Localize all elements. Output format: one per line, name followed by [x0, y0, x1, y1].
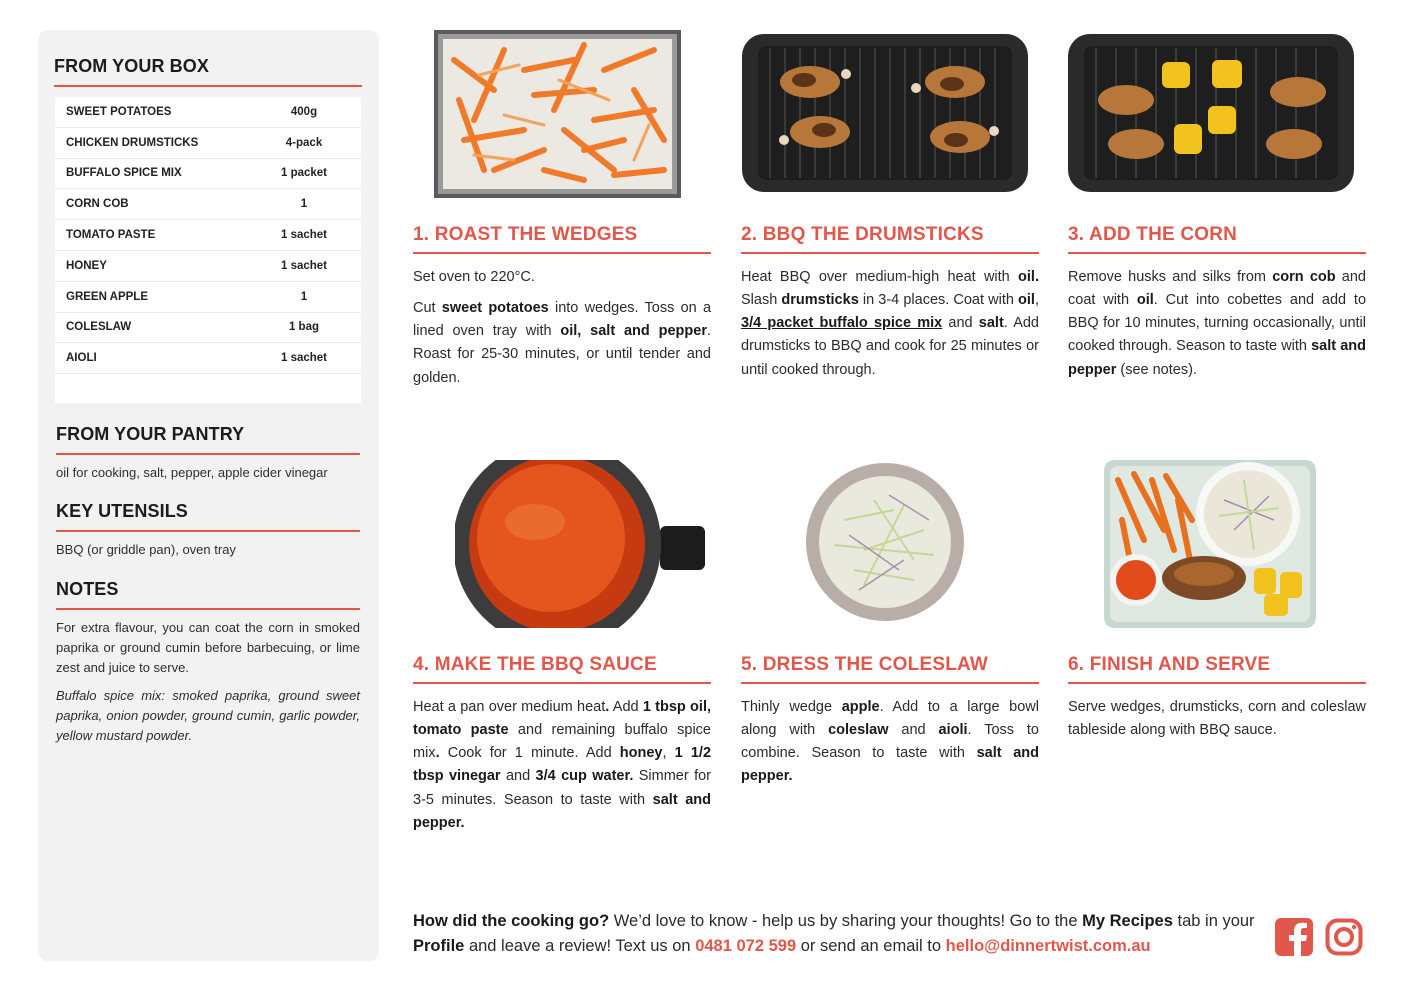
step-1-text: Set oven to 220°C.	[413, 268, 535, 285]
step-4-title: 4. MAKE THE BBQ SAUCE	[413, 654, 657, 675]
divider	[741, 252, 1039, 254]
step-6-text: Serve wedges, drumsticks, corn and coleslaw tableside along with BBQ sauce.	[1068, 698, 1366, 738]
contact-link[interactable]: 0481 072 599	[695, 937, 797, 955]
ingredients-table	[55, 97, 361, 403]
ingredient-quantity: 4-pack	[285, 136, 323, 149]
step-5	[741, 654, 1039, 789]
step-6	[1068, 654, 1366, 742]
coleslaw-bowl-photo	[804, 460, 966, 624]
ingredient-quantity: 1 sachet	[280, 352, 328, 365]
ingredient-name: HONEY	[66, 259, 107, 272]
divider	[56, 453, 360, 455]
utensils-heading: KEY UTENSILS	[56, 501, 188, 521]
ingredient-row	[55, 189, 361, 220]
step-2-title: 2. BBQ THE DRUMSTICKS	[741, 224, 984, 245]
ingredient-quantity: 400g	[290, 105, 318, 118]
from-your-box-heading: FROM YOUR BOX	[54, 56, 209, 76]
divider	[1068, 252, 1366, 254]
ingredient-row	[55, 251, 361, 282]
ingredients-panel	[38, 30, 379, 961]
step-5-title: 5. DRESS THE COLESLAW	[741, 654, 989, 675]
notes-heading: NOTES	[56, 579, 119, 599]
ingredient-row	[55, 97, 361, 128]
divider	[741, 682, 1039, 684]
sauce-pan-photo	[455, 460, 705, 628]
ingredient-quantity: 1 sachet	[280, 229, 328, 242]
feedback-footer: How did the cooking go? We’d love to know - help us by sharing your thoughts! Go to the My Recipes tab in your Profile and leave a review! Text us on 0481 072 599 or send an email to hello@dinnertwist.com.au	[413, 912, 1255, 955]
utensils-section	[56, 501, 360, 560]
step-1-title: 1. ROAST THE WEDGES	[413, 224, 638, 245]
divider	[1068, 682, 1366, 684]
ingredient-quantity: 1 bag	[288, 321, 320, 334]
instagram-icon[interactable]	[1325, 918, 1363, 956]
drumsticks-grill-photo	[740, 32, 1030, 194]
step-4-text: Heat a pan over medium heat. Add 1 tbsp oil, tomato paste and remaining buffalo spice mix. Cook for 1 minute. Add honey, 1 1/2 tbsp vinegar and 3/4 cup water. Simmer for 3-5 minutes. Season to taste with salt and pepper.	[413, 698, 712, 831]
divider	[56, 530, 360, 532]
ingredient-quantity: 1 packet	[280, 167, 328, 180]
step-6-title: 6. FINISH AND SERVE	[1068, 654, 1271, 675]
divider	[413, 252, 711, 254]
facebook-icon[interactable]	[1275, 918, 1313, 956]
ingredient-row	[55, 220, 361, 251]
pantry-section	[56, 424, 360, 483]
step-5-text: Thinly wedge apple. Add to a large bowl along with coleslaw and aioli. Toss to combine. Season to taste with salt and pepper.	[741, 698, 1040, 785]
ingredient-row	[55, 159, 361, 190]
step-1	[413, 224, 711, 390]
ingredient-name: TOMATO PASTE	[66, 229, 156, 242]
ingredient-row	[55, 313, 361, 344]
corn-grill-photo	[1066, 32, 1356, 194]
step-3-title: 3. ADD THE CORN	[1068, 224, 1238, 245]
step-4	[413, 654, 711, 835]
spice-mix-note: Buffalo spice mix: smoked paprika, ground sweet paprika, onion powder, ground cumin, garlic powder, yellow mustard powder.	[56, 688, 360, 743]
ingredient-name: CORN COB	[66, 198, 129, 211]
pantry-text: oil for cooking, salt, pepper, apple cider vinegar	[56, 465, 328, 480]
step-3	[1068, 224, 1366, 382]
ingredient-name: GREEN APPLE	[66, 290, 149, 303]
step-2-text: Heat BBQ over medium-high heat with oil. Slash drumsticks in 3-4 places. Coat with oil, 3/4 packet buffalo spice mix and salt. Add drumsticks to BBQ and cook for 25 minutes or until cooked through.	[741, 268, 1039, 378]
ingredient-quantity: 1 sachet	[280, 259, 328, 272]
contact-link[interactable]: hello@dinnertwist.com.au	[945, 937, 1151, 955]
divider	[56, 608, 360, 610]
ingredient-name: SWEET POTATOES	[66, 105, 172, 118]
ingredient-row	[55, 128, 361, 159]
ingredient-quantity: 1	[300, 290, 308, 303]
notes-section	[56, 579, 360, 746]
ingredient-name: BUFFALO SPICE MIX	[66, 167, 182, 180]
step-1-text-2: Cut sweet potatoes into wedges. Toss on a lined oven tray with oil, salt and pepper. Roast for 25-30 minutes, or until tender and golden.	[413, 299, 712, 386]
ingredient-name: COLESLAW	[66, 321, 132, 334]
finished-plate-photo	[1104, 460, 1316, 628]
notes-text: For extra flavour, you can coat the corn in smoked paprika or ground cumin before barbecuing, or lime zest and juice to serve.	[56, 620, 360, 675]
pantry-heading: FROM YOUR PANTRY	[56, 424, 245, 444]
step-3-text: Remove husks and silks from corn cob and coat with oil. Cut into cobettes and add to BBQ for 10 minutes, turning occasionally, until cooked through. Season to taste with salt and pepper (see notes).	[1068, 268, 1367, 378]
utensils-text: BBQ (or griddle pan), oven tray	[56, 542, 236, 557]
ingredient-row	[55, 343, 361, 374]
ingredient-quantity: 1	[300, 198, 308, 211]
step-2	[741, 224, 1039, 382]
ingredient-name: CHICKEN DRUMSTICKS	[66, 136, 199, 149]
divider	[413, 682, 711, 684]
wedges-tray-photo	[434, 30, 681, 198]
ingredient-row	[55, 282, 361, 313]
divider	[54, 85, 362, 87]
ingredient-name: AIOLI	[66, 352, 97, 365]
